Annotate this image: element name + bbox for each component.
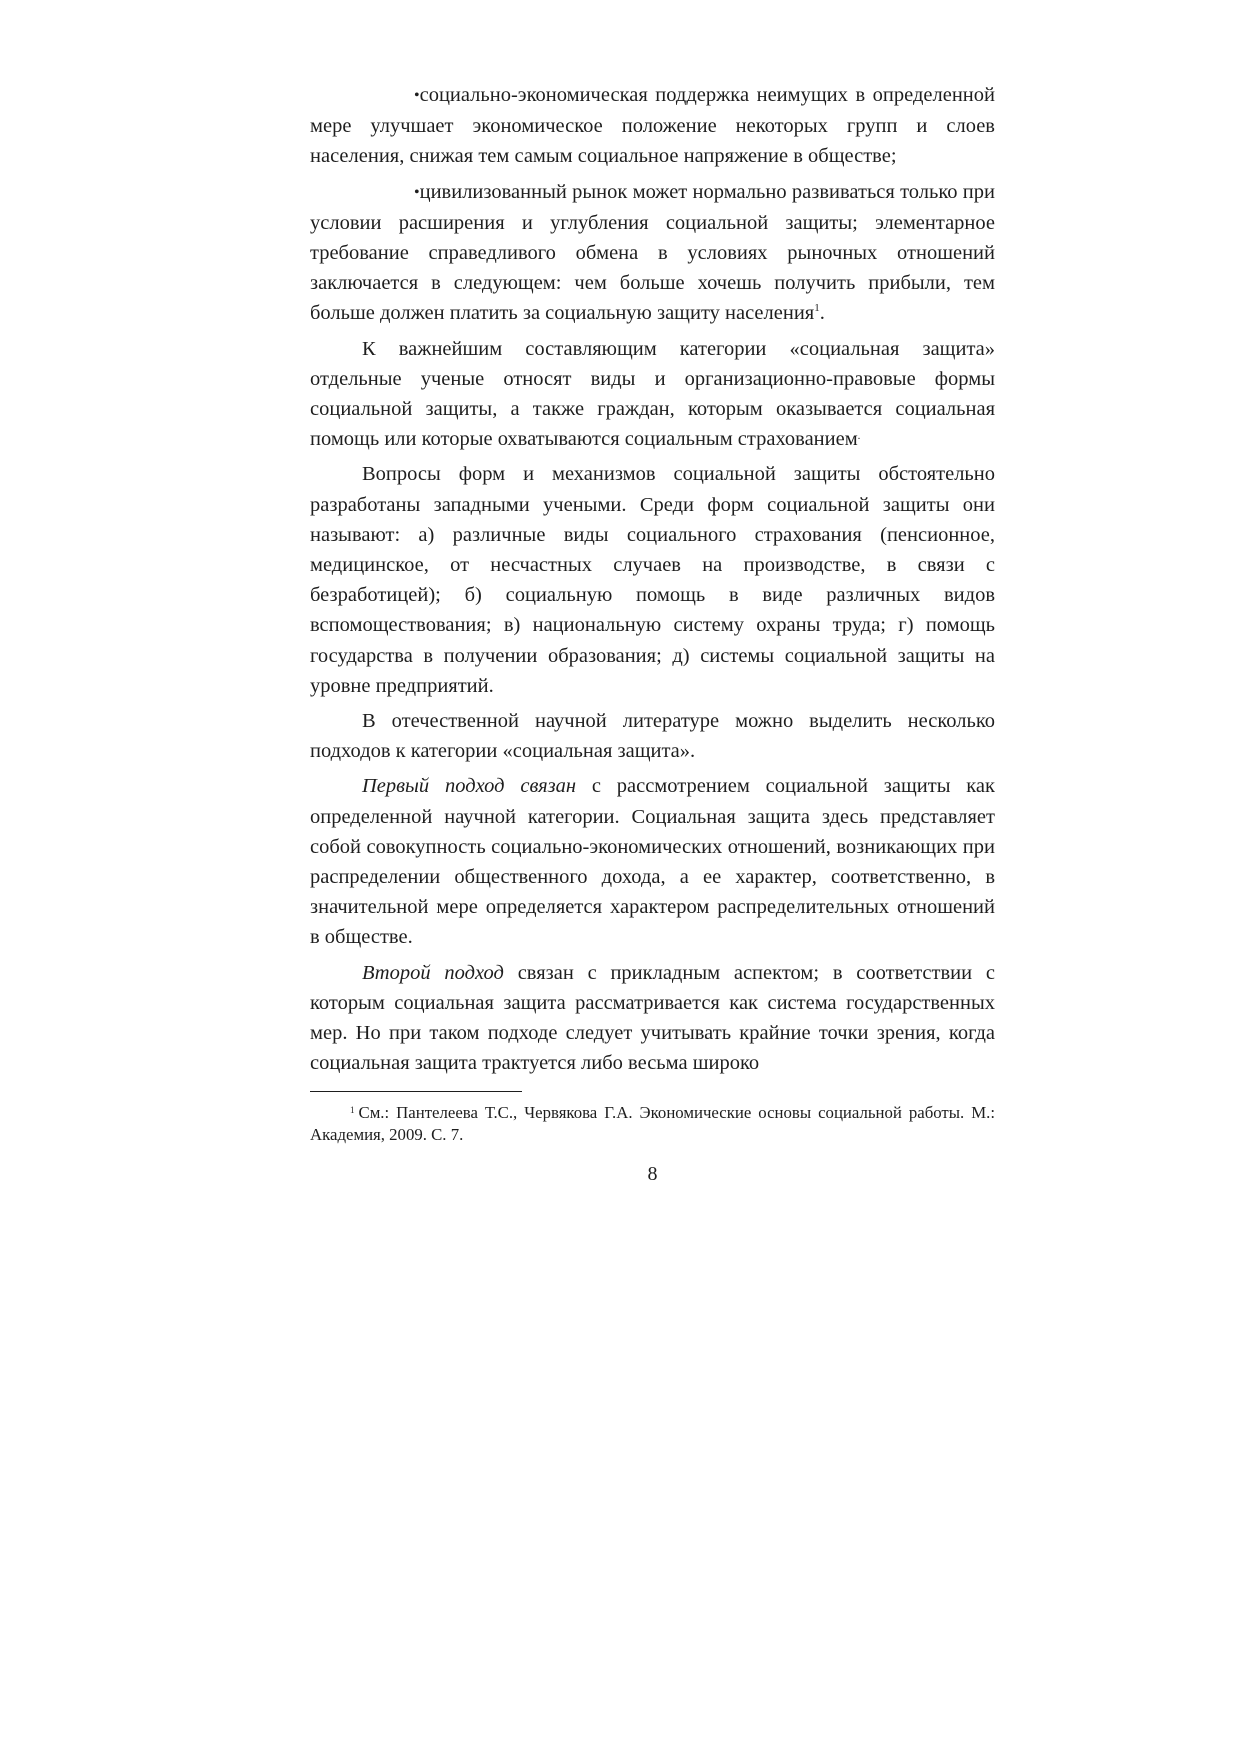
bullet-icon: •: [414, 183, 420, 201]
paragraph-first-approach: [310, 771, 995, 952]
paragraph-text: цивилизованный рынок может нормально развиваться только при условии расширения и углубления социальной защиты; элементарное требование справедливого обмена в условиях рыночных отношений заключается в следующем: чем больше хочешь получить прибыли, тем больше должен платить за социальную защиту населения: [310, 180, 995, 325]
footnote-reference[interactable]: 1: [814, 302, 820, 315]
footnote-number: 1: [350, 1104, 355, 1115]
paragraph-text: социально-экономическая поддержка неимущих в определенной мере улучшает экономическое положение некоторых групп и слоев населения, снижая тем самым социальное напряжение в обществе;: [310, 84, 995, 168]
footnote-divider: [310, 1091, 522, 1092]
footnote: [310, 1102, 995, 1146]
italic-lead: Второй подход: [362, 961, 504, 984]
italic-lead: Первый подход связан: [362, 775, 577, 798]
paragraph-tail: .: [857, 431, 861, 443]
page-number: 8: [647, 1162, 658, 1185]
paragraph-text: Вопросы форм и механизмов социальной защиты обстоятельно разработаны западными учеными. Среди форм социальной защиты они называют: а) различные виды социального страхования (пенсионное, медицинское, от несчастных случаев на производстве, в связи с безработицей); б) социальную помощь в виде различных видов вспомоществования; в) национальную систему охраны труда; г) помощь государства в получении образования; д) системы социальной защиты на уровне предприятий.: [310, 463, 995, 697]
bullet-icon: •: [414, 87, 420, 104]
paragraph-text: К важнейшим составляющим категории «социальная защита» отдельные ученые относят виды и организационно-правовые формы социальной защиты, а также граждан, которым оказывается социальная помощь или которые охватываются социальным страхованием: [310, 337, 995, 451]
paragraph-second-approach: [310, 958, 995, 1079]
bullet-paragraph-1: [310, 80, 995, 172]
page-content: [310, 80, 995, 1186]
paragraph-text: с рассмотрением социальной защиты как определенной научной категории. Социальная защита здесь представляет собой совокупность социально-экономических отношений, возникающих при распределении общественного дохода, а ее характер, соответственно, в значительной мере определяется характером распределительных отношений в обществе.: [310, 775, 995, 949]
bullet-paragraph-2: [310, 177, 995, 329]
paragraph-tail: .: [819, 302, 825, 325]
footnote-text: См.: Пантелеева Т.С., Червякова Г.А. Экономические основы социальной работы. М.: Академия, 2009. С. 7.: [310, 1102, 995, 1144]
paragraph-forms: [310, 459, 995, 701]
paragraph-approaches: [310, 706, 995, 766]
paragraph-text: В отечественной научной литературе можно выделить несколько подходов к категории «социальная защита».: [310, 710, 995, 763]
paragraph-text: связан с прикладным аспектом; в соответствии с которым социальная защита рассматривается как система государственных мер. Но при таком подходе следует учитывать крайние точки зрения, когда социальная защита трактуется либо весьма широко: [310, 961, 995, 1075]
paragraph-categories: [310, 334, 995, 455]
